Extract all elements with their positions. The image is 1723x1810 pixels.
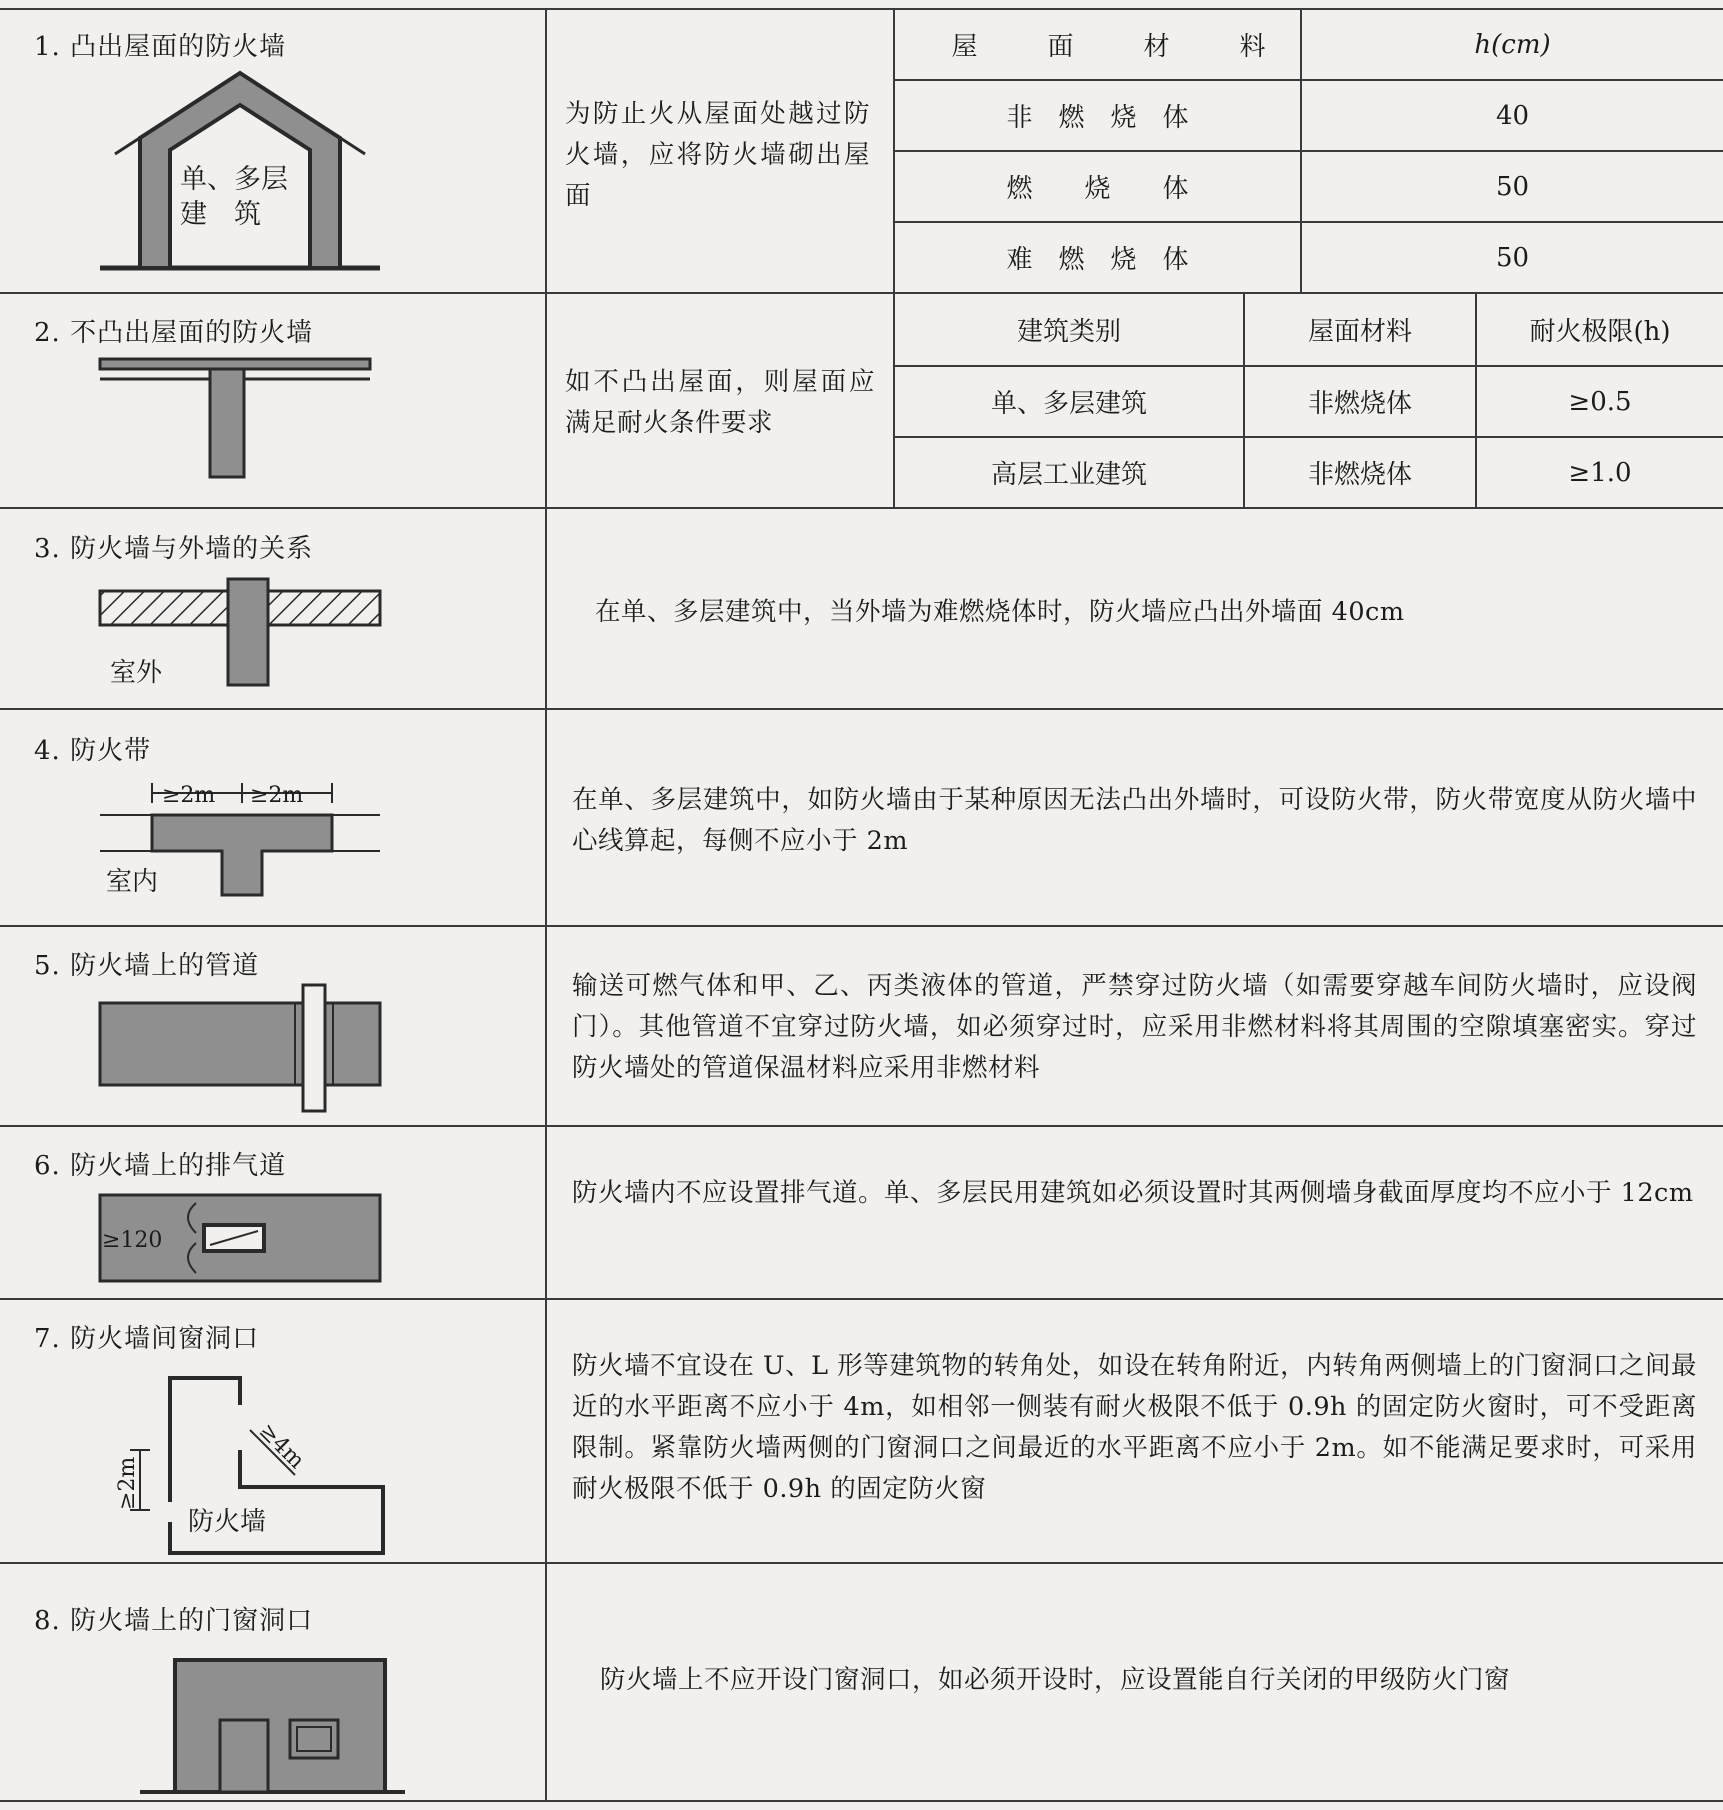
table-cell: 高层工业建筑 <box>990 460 1147 490</box>
door-window-opening-figure <box>140 1650 420 1795</box>
row-divider <box>0 1125 1723 1127</box>
raised-firewall-figure <box>100 68 380 278</box>
table-cell: 难 燃 烧 体 <box>1006 245 1189 275</box>
corner-openings-figure <box>100 1370 400 1555</box>
row-divider <box>0 507 1723 509</box>
row-description: 为防止火从屋面处越过防火墙，应将防火墙砌出屋面 <box>565 99 870 211</box>
row-divider <box>0 925 1723 927</box>
table-cell: 50 <box>1495 242 1530 273</box>
figure-label: ≥4m <box>253 1418 310 1474</box>
row-caption: 5. 防火墙上的管道 <box>34 951 260 981</box>
table-border-bottom <box>0 1800 1723 1802</box>
row-description: 防火墙不宜设在 U、L 形等建筑物的转角处，如设在转角附近，内转角两侧墙上的门窗洞口之间最近的水平距离不应小于 4m，如相邻一侧装有耐火极限不低于 0.9h 的固定防火窗时，可不受距离限制。紧靠防火墙两侧的门窗洞口之间最近的水平距离不应小于 2m。如不能满足要求时，可采用耐火极限不低于 0.9h 的固定防火窗 <box>572 1351 1697 1504</box>
row-caption: 4. 防火带 <box>34 736 152 766</box>
table-cell: 非燃烧体 <box>1307 460 1412 490</box>
row-caption: 7. 防火墙间窗洞口 <box>34 1324 260 1354</box>
figure-label: 单、多层 <box>180 164 288 195</box>
table-cell: ≥0.5 <box>1568 386 1632 417</box>
row-caption: 3. 防火墙与外墙的关系 <box>34 534 314 564</box>
row-description: 在单、多层建筑中，当外墙为难燃烧体时，防火墙应凸出外墙面 40cm <box>595 597 1405 627</box>
figure-label: 防火墙 <box>188 1507 267 1537</box>
row-description: 防火墙内不应设置排气道。单、多层民用建筑如必须设置时其两侧墙身截面厚度均不应小于 12cm <box>572 1178 1694 1208</box>
row-description: 如不凸出屋面，则屋面应满足耐火条件要求 <box>565 367 875 438</box>
figure-label: 室外 <box>110 658 163 688</box>
row-divider <box>0 1298 1723 1300</box>
row-caption: 2. 不凸出屋面的防火墙 <box>34 318 314 348</box>
row-description: 防火墙上不应开设门窗洞口，如必须开设时，应设置能自行关闭的甲级防火门窗 <box>600 1665 1511 1695</box>
fire-belt-figure <box>100 775 380 900</box>
table-cell: 50 <box>1495 171 1530 202</box>
table-header: 屋面材料 <box>1307 317 1412 347</box>
row-caption: 6. 防火墙上的排气道 <box>34 1151 287 1181</box>
table-cell: 非 燃 烧 体 <box>1006 103 1189 133</box>
row-description: 输送可燃气体和甲、乙、丙类液体的管道，严禁穿过防火墙（如需要穿越车间防火墙时，应设阀门）。其他管道不宜穿过防火墙，如必须穿过时，应采用非燃材料将其周围的空隙填塞密实。穿过防火墙处的管道保温材料应采用非燃材料 <box>572 971 1697 1083</box>
table-header: 建筑类别 <box>1016 317 1121 347</box>
table-header: 屋 面 材 料 <box>951 32 1288 62</box>
flush-firewall-figure <box>100 355 370 480</box>
figure-label: 室内 <box>106 867 159 897</box>
table-header: h(cm) <box>1474 29 1551 60</box>
exterior-wall-relation-figure <box>100 575 380 695</box>
table-cell: 40 <box>1495 100 1530 131</box>
row-description: 在单、多层建筑中，如防火墙由于某种原因无法凸出外墙时，可设防火带，防火带宽度从防火墙中心线算起，每侧不应小于 2m <box>572 785 1697 856</box>
figure-label: 建 筑 <box>180 199 261 230</box>
figure-label: ≥2m <box>115 1456 140 1510</box>
row-caption: 1. 凸出屋面的防火墙 <box>34 32 287 62</box>
exhaust-duct-figure <box>100 1193 380 1283</box>
row-caption: 8. 防火墙上的门窗洞口 <box>34 1606 314 1636</box>
column-divider <box>545 8 547 1800</box>
figure-label: ≥2m <box>162 783 216 808</box>
table-cell: 非燃烧体 <box>1307 389 1412 419</box>
table-cell: 单、多层建筑 <box>990 389 1147 419</box>
row-divider <box>0 708 1723 710</box>
pipe-through-firewall-figure <box>100 985 380 1115</box>
figure-label: ≥120 <box>102 1228 163 1253</box>
table-cell: 燃 烧 体 <box>1006 174 1189 204</box>
table-cell: ≥1.0 <box>1568 457 1632 488</box>
table-header: 耐火极限(h) <box>1529 317 1671 347</box>
figure-label: ≥2m <box>250 783 304 808</box>
row-divider <box>0 1562 1723 1564</box>
